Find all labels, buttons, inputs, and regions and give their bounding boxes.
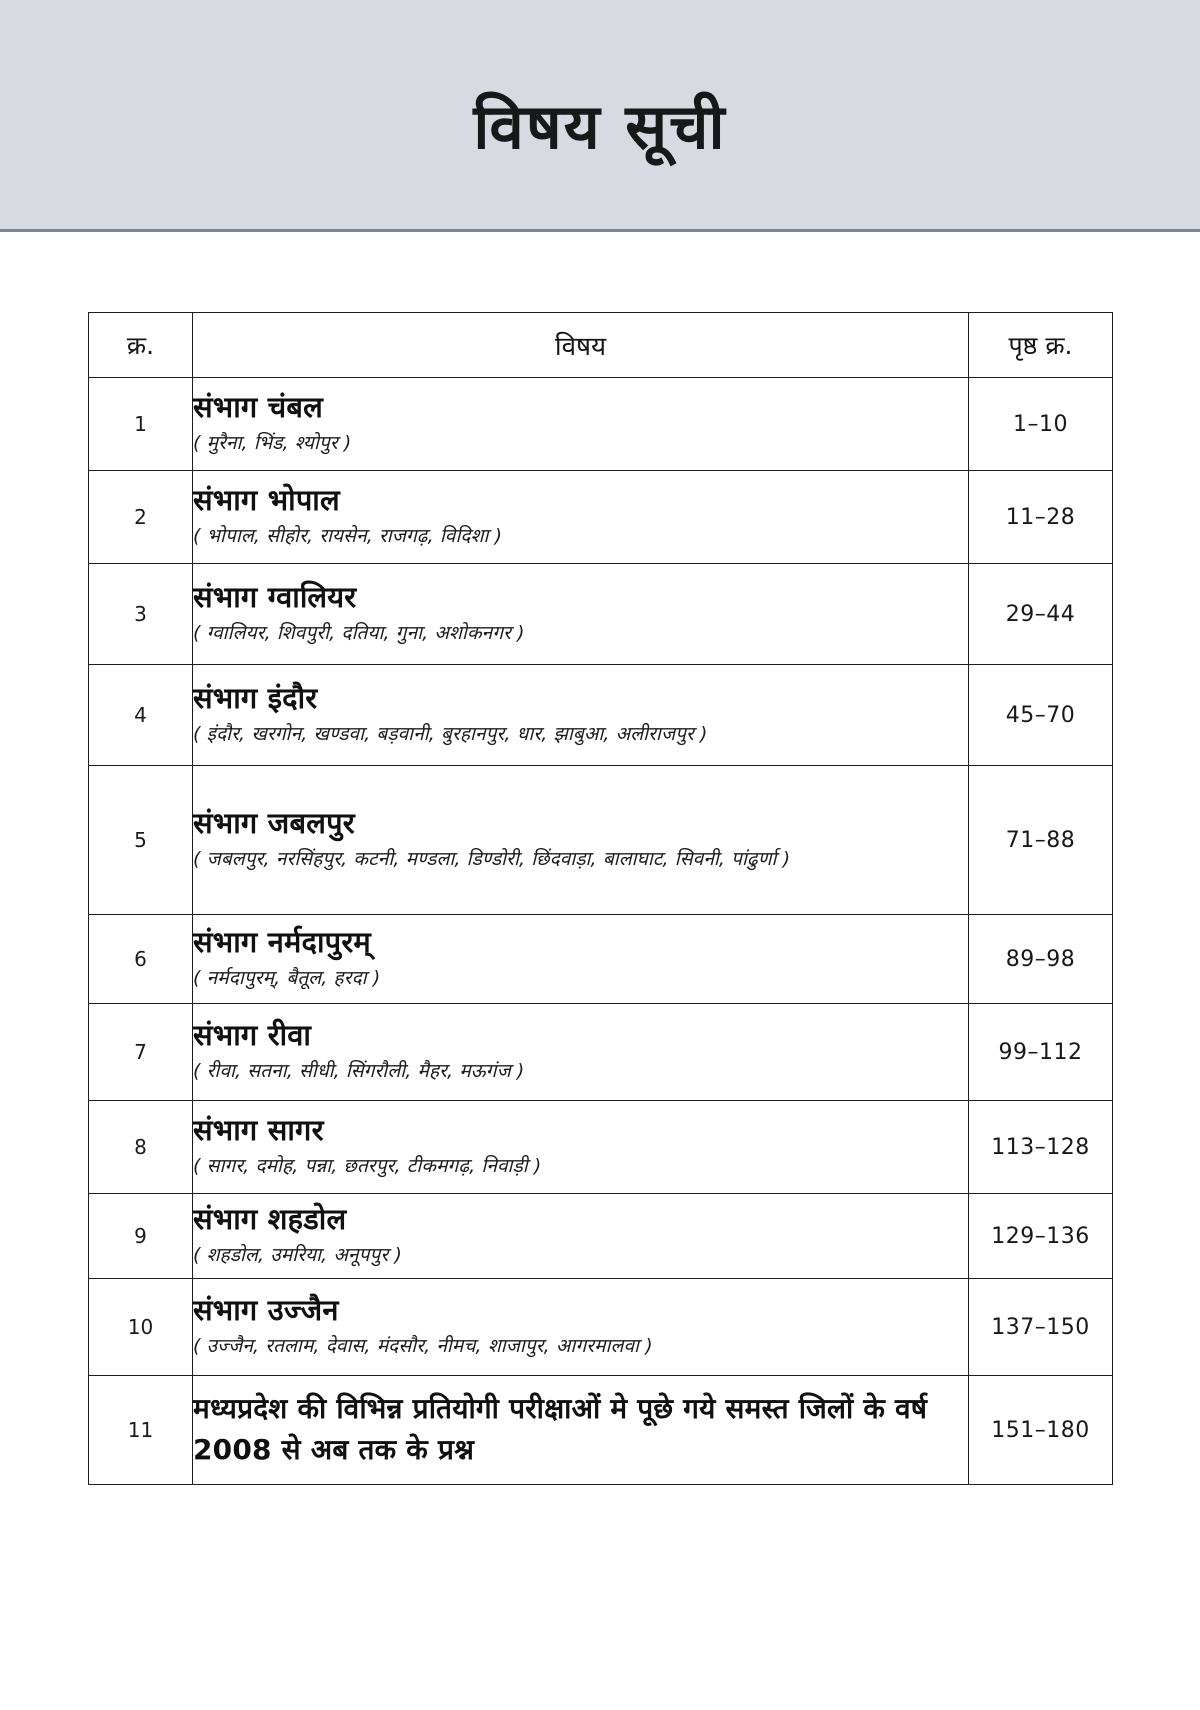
table-of-contents <box>88 312 1112 1485</box>
row-subject <box>193 766 969 915</box>
row-serial: 4 <box>89 665 193 766</box>
row-subject <box>193 915 969 1004</box>
row-subject <box>193 665 969 766</box>
page-header-band <box>0 0 1200 232</box>
table-row <box>89 665 1113 766</box>
table-row <box>89 378 1113 471</box>
column-header-page: पृष्ठ क्र. <box>969 313 1113 378</box>
table-row <box>89 1101 1113 1194</box>
toc-table <box>88 312 1113 1485</box>
row-subject <box>193 564 969 665</box>
table-row <box>89 1376 1113 1485</box>
row-subject-title: संभाग सागर <box>193 1113 324 1148</box>
row-page-range: 137–150 <box>969 1279 1113 1376</box>
row-subject <box>193 1376 969 1485</box>
row-page-range: 129–136 <box>969 1194 1113 1279</box>
row-subject <box>193 378 969 471</box>
table-row <box>89 564 1113 665</box>
row-subject-districts: ( मुरैना, भिंड, श्योपुर ) <box>193 432 352 455</box>
row-page-range: 11–28 <box>969 471 1113 564</box>
row-page-range: 151–180 <box>969 1376 1113 1485</box>
table-row <box>89 766 1113 915</box>
row-serial: 10 <box>89 1279 193 1376</box>
row-page-range: 1–10 <box>969 378 1113 471</box>
row-serial: 8 <box>89 1101 193 1194</box>
page-title: विषय सूची <box>473 90 727 163</box>
row-page-range: 113–128 <box>969 1101 1113 1194</box>
table-row <box>89 1194 1113 1279</box>
toc-table-header <box>89 313 1113 378</box>
row-subject-title: संभाग चंबल <box>193 390 323 425</box>
row-subject-title: मध्यप्रदेश की विभिन्न प्रतियोगी परीक्षाओं मे पूछे गये समस्त जिलों के वर्ष 2008 से अब तक के प्रश्न <box>193 1392 928 1466</box>
row-subject-title: संभाग इंदौर <box>193 681 318 716</box>
row-serial: 7 <box>89 1004 193 1101</box>
row-subject-title: संभाग जबलपुर <box>193 806 355 841</box>
row-subject-districts: ( इंदौर, खरगोन, खण्डवा, बड़वानी, बुरहानपुर, धार, झाबुआ, अलीराजपुर ) <box>193 723 708 746</box>
table-row <box>89 1279 1113 1376</box>
row-subject-districts: ( रीवा, सतना, सीधी, सिंगरौली, मैहर, मऊगंज ) <box>193 1060 525 1083</box>
row-serial: 1 <box>89 378 193 471</box>
table-header-row <box>89 313 1113 378</box>
row-subject-title: संभाग रीवा <box>193 1018 312 1053</box>
table-row <box>89 471 1113 564</box>
row-subject <box>193 1101 969 1194</box>
row-page-range: 45–70 <box>969 665 1113 766</box>
row-subject-districts: ( भोपाल, सीहोर, रायसेन, राजगढ़, विदिशा ) <box>193 525 503 548</box>
row-serial: 9 <box>89 1194 193 1279</box>
row-page-range: 89–98 <box>969 915 1113 1004</box>
row-subject <box>193 1194 969 1279</box>
row-subject <box>193 1279 969 1376</box>
row-serial: 5 <box>89 766 193 915</box>
row-subject <box>193 1004 969 1101</box>
row-page-range: 29–44 <box>969 564 1113 665</box>
row-subject-title: संभाग भोपाल <box>193 483 340 518</box>
row-page-range: 99–112 <box>969 1004 1113 1101</box>
row-page-range: 71–88 <box>969 766 1113 915</box>
row-serial: 6 <box>89 915 193 1004</box>
table-row <box>89 1004 1113 1101</box>
column-header-serial: क्र. <box>89 313 193 378</box>
column-header-subject: विषय <box>193 313 969 378</box>
toc-table-body <box>89 378 1113 1485</box>
row-subject-title: संभाग शहडोल <box>193 1202 347 1237</box>
row-subject-title: संभाग नर्मदापुरम् <box>193 925 371 960</box>
row-subject-districts: ( उज्जैन, रतलाम, देवास, मंदसौर, नीमच, शाजापुर, आगरमालवा ) <box>193 1335 653 1358</box>
row-serial: 3 <box>89 564 193 665</box>
row-subject-title: संभाग ग्वालियर <box>193 580 357 615</box>
row-subject-districts: ( ग्वालियर, शिवपुरी, दतिया, गुना, अशोकनगर ) <box>193 622 525 645</box>
row-serial: 2 <box>89 471 193 564</box>
row-subject-districts: ( जबलपुर, नरसिंहपुर, कटनी, मण्डला, डिण्डोरी, छिंदवाड़ा, बालाघाट, सिवनी, पांढुर्णा ) <box>193 848 791 871</box>
row-subject-districts: ( सागर, दमोह, पन्ना, छतरपुर, टीकमगढ़, निवाड़ी ) <box>193 1155 542 1178</box>
row-subject <box>193 471 969 564</box>
row-subject-districts: ( नर्मदापुरम्, बैतूल, हरदा ) <box>193 967 381 990</box>
table-row <box>89 915 1113 1004</box>
row-serial: 11 <box>89 1376 193 1485</box>
row-subject-districts: ( शहडोल, उमरिया, अनूपपुर ) <box>193 1244 402 1267</box>
row-subject-title: संभाग उज्जैन <box>193 1293 339 1328</box>
